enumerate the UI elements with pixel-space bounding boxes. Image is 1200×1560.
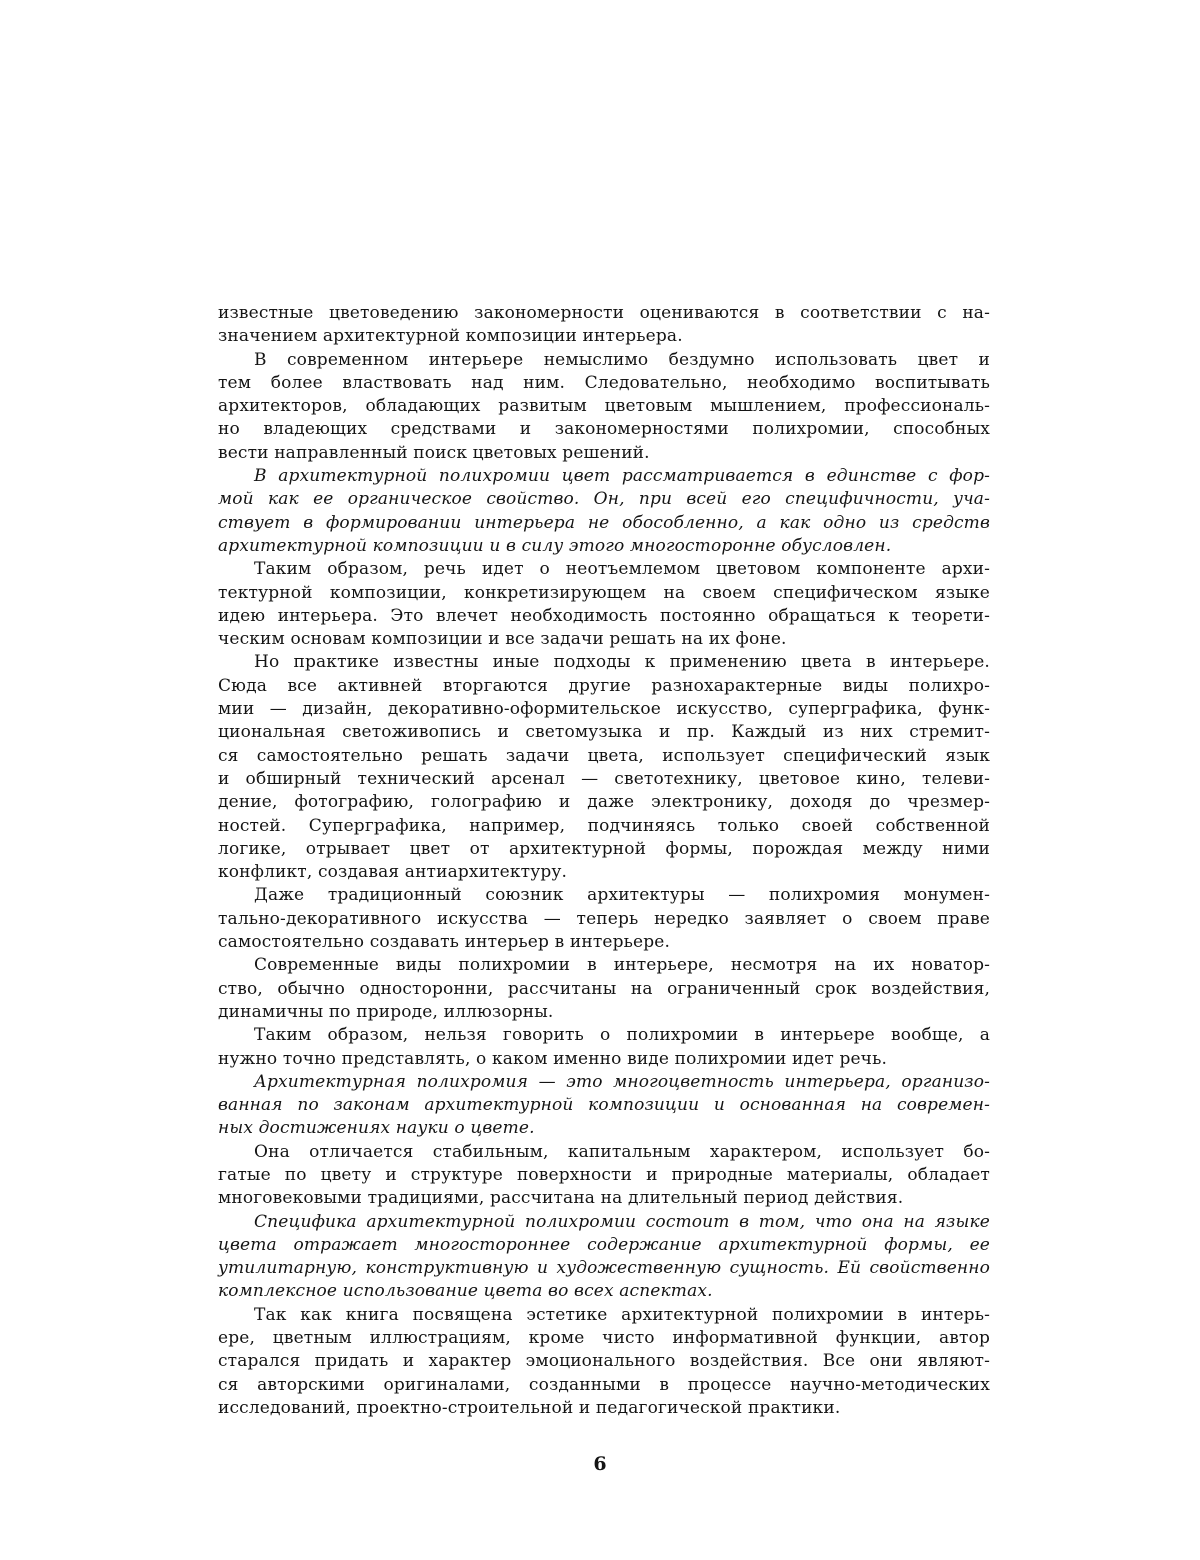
paragraph bbox=[218, 1141, 990, 1211]
text-line: конфликт, создавая антиархитектуру. bbox=[218, 862, 568, 883]
text-line: известные цветоведению закономерности оцениваются в соответствии с на- bbox=[218, 303, 990, 323]
italic-paragraph bbox=[218, 1071, 990, 1141]
text-line: вести направленный поиск цветовых решений. bbox=[218, 442, 650, 463]
text-line: многовековыми традициями, рассчитана на длительный период действия. bbox=[218, 1188, 904, 1209]
text-line: В архитектурной полихромии цвет рассматривается в единстве с фор- bbox=[254, 466, 990, 487]
text-line: ческим основам композиции и все задачи решать на их фоне. bbox=[218, 629, 787, 650]
paragraph bbox=[218, 302, 990, 349]
text-line: гатые по цвету и структуре поверхности и природные материалы, обладает bbox=[218, 1164, 990, 1185]
text-line: Современные виды полихромии в интерьере, несмотря на их новатор- bbox=[254, 955, 990, 976]
text-line: Таким образом, нельзя говорить о полихромии в интерьере вообще, а bbox=[254, 1025, 990, 1046]
text-line: ся самостоятельно решать задачи цвета, использует специфический язык bbox=[218, 745, 990, 766]
paragraph bbox=[218, 1304, 990, 1420]
text-line: ство, обычно односторонни, рассчитаны на ограниченный срок воздействия, bbox=[218, 978, 990, 999]
text-line: тем более властвовать над ним. Следовательно, необходимо воспитывать bbox=[218, 372, 990, 393]
paragraph bbox=[218, 651, 990, 884]
text-line: ся авторскими оригиналами, созданными в процессе научно-методических bbox=[218, 1374, 990, 1395]
text-line: дение, фотографию, голографию и даже электронику, доходя до чрезмер- bbox=[218, 792, 990, 813]
text-line: но владеющих средствами и закономерностями полихромии, способных bbox=[218, 419, 990, 440]
text-line: нужно точно представлять, о каком именно виде полихромии идет речь. bbox=[218, 1048, 888, 1069]
text-line: В современном интерьере немыслимо бездумно использовать цвет и bbox=[254, 349, 990, 370]
paragraph bbox=[218, 884, 990, 954]
text-line: самостоятельно создавать интерьер в интерьере. bbox=[218, 932, 671, 953]
text-line: ных достижениях науки о цвете. bbox=[218, 1118, 535, 1139]
page-number: 6 bbox=[593, 1453, 607, 1475]
text-line: циональная светоживопись и светомузыка и пр. Каждый из них стремит- bbox=[218, 722, 990, 743]
page-body-text bbox=[218, 302, 990, 1420]
paragraph bbox=[218, 954, 990, 1024]
text-line: цвета отражает многостороннее содержание архитектурной формы, ее bbox=[218, 1234, 990, 1255]
text-line: комплексное использование цвета во всех аспектах. bbox=[218, 1281, 713, 1302]
italic-paragraph bbox=[218, 465, 990, 558]
text-line: идею интерьера. Это влечет необходимость постоянно обращаться к теорети- bbox=[218, 605, 990, 626]
text-line: исследований, проектно-строительной и педагогической практики. bbox=[218, 1397, 841, 1418]
paragraph bbox=[218, 349, 990, 465]
text-line: архитекторов, обладающих развитым цветовым мышлением, профессиональ- bbox=[218, 396, 990, 417]
text-line: Специфика архитектурной полихромии состоит в том, что она на языке bbox=[254, 1211, 990, 1232]
text-line: Но практике известны иные подходы к применению цвета в интерьере. bbox=[254, 652, 990, 673]
text-line: Так как книга посвящена эстетике архитектурной полихромии в интерь- bbox=[254, 1304, 990, 1325]
text-line: Сюда все активней вторгаются другие разнохарактерные виды полихро- bbox=[218, 675, 990, 696]
text-line: ствует в формировании интерьера не обособленно, а как одно из средств bbox=[218, 512, 990, 533]
text-line: архитектурной композиции и в силу этого многосторонне обусловлен. bbox=[218, 535, 892, 556]
text-line: мии — дизайн, декоративно-оформительское искусство, суперграфика, функ- bbox=[218, 699, 990, 720]
text-line: динамичны по природе, иллюзорны. bbox=[218, 1001, 554, 1022]
text-line: тектурной композиции, конкретизирующем на своем специфическом языке bbox=[218, 582, 990, 603]
text-line: Таким образом, речь идет о неотъемлемом цветовом компоненте архи- bbox=[254, 559, 990, 580]
text-line: и обширный технический арсенал — светотехнику, цветовое кино, телеви- bbox=[218, 768, 990, 789]
paragraph bbox=[218, 1024, 990, 1071]
text-line: мой как ее органическое свойство. Он, при всей его специфичности, уча- bbox=[218, 489, 990, 510]
text-line: ванная по законам архитектурной композиции и основанная на современ- bbox=[218, 1095, 990, 1116]
text-line: старался придать и характер эмоционального воздействия. Все они являют- bbox=[218, 1351, 990, 1372]
paragraph bbox=[218, 558, 990, 651]
text-line: утилитарную, конструктивную и художественную сущность. Ей свойственно bbox=[218, 1258, 990, 1279]
text-line: Архитектурная полихромия — это многоцветность интерьера, организо- bbox=[254, 1071, 990, 1092]
text-line: тально-декоративного искусства — теперь нередко заявляет о своем праве bbox=[218, 908, 990, 929]
text-line: ностей. Суперграфика, например, подчиняясь только своей собственной bbox=[218, 815, 990, 836]
text-line: Даже традиционный союзник архитектуры — полихромия монумен- bbox=[254, 885, 990, 906]
text-line: значением архитектурной композиции интерьера. bbox=[218, 326, 683, 347]
text-line: Она отличается стабильным, капитальным характером, использует бо- bbox=[254, 1141, 990, 1162]
text-line: логике, отрывает цвет от архитектурной формы, порождая между ними bbox=[218, 838, 990, 859]
text-line: ере, цветным иллюстрациям, кроме чисто информативной функции, автор bbox=[218, 1328, 990, 1349]
italic-paragraph bbox=[218, 1211, 990, 1304]
